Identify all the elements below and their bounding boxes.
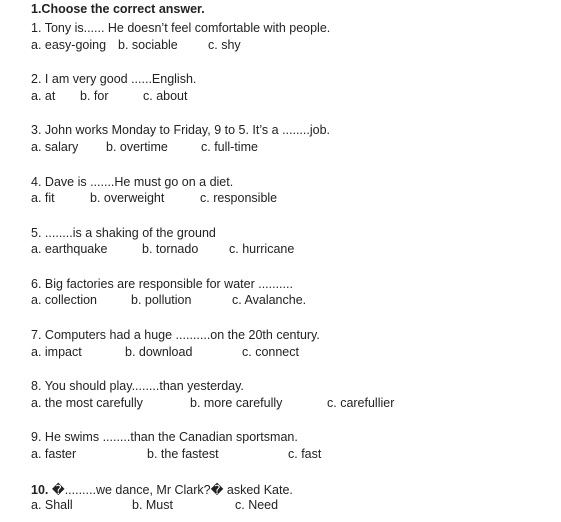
option-c: c. connect [242, 345, 299, 359]
option-a: a. fit [31, 191, 55, 205]
question-number: 2. [31, 72, 42, 86]
option-c: c. Need [235, 498, 279, 512]
question-1 [31, 21, 330, 35]
option-c: c. carefullier [327, 396, 395, 410]
option-b: b. Must [132, 498, 173, 512]
question-text: He swims ........than the Canadian sportsman. [44, 430, 298, 444]
question-8 [31, 379, 244, 393]
question-text: John works Monday to Friday, 9 to 5. It’s a ........job. [44, 123, 331, 137]
option-c: c. hurricane [229, 242, 295, 256]
option-b: b. tornado [142, 242, 199, 256]
option-b: b. overtime [106, 140, 168, 154]
question-4 [31, 175, 233, 189]
option-c: c. about [143, 89, 188, 103]
question-text: Dave is .......He must go on a diet. [44, 175, 234, 189]
option-b: b. sociable [118, 38, 178, 52]
option-c: c. responsible [200, 191, 278, 205]
question-text: ........is a shaking of the ground [44, 226, 216, 240]
question-number: 5. [31, 226, 42, 240]
question-5 [31, 226, 216, 240]
option-a: a. at [31, 89, 56, 103]
question-number: 7. [31, 328, 42, 342]
option-c: c. fast [288, 447, 322, 461]
question-text: Computers had a huge ..........on the 20th century. [44, 328, 320, 342]
option-b: b. download [125, 345, 193, 359]
option-b: b. more carefully [190, 396, 283, 410]
question-text: �.........we dance, Mr Clark?� asked Kate. [51, 483, 293, 497]
option-a: a. earthquake [31, 242, 108, 256]
option-a: a. easy-going [31, 38, 107, 52]
question-number: 3. [31, 123, 42, 137]
option-a: a. collection [31, 293, 98, 307]
question-10 [31, 482, 293, 497]
option-b: b. pollution [131, 293, 192, 307]
question-6 [31, 277, 293, 291]
question-number: 6. [31, 277, 42, 291]
option-b: b. overweight [90, 191, 165, 205]
question-text: Tony is...... He doesn’t feel comfortable with people. [44, 21, 331, 35]
option-a: a. the most carefully [31, 396, 143, 410]
question-7 [31, 328, 320, 342]
question-number: 8. [31, 379, 42, 393]
question-number: 4. [31, 175, 42, 189]
worksheet-title: 1.Choose the correct answer. [31, 2, 205, 16]
question-9 [31, 430, 298, 444]
option-a: a. impact [31, 345, 82, 359]
question-number: 9. [31, 430, 42, 444]
question-3 [31, 123, 330, 137]
option-c: c. full-time [201, 140, 258, 154]
question-2 [31, 72, 196, 86]
option-c: c. Avalanche. [232, 293, 307, 307]
option-b: b. for [80, 89, 109, 103]
option-a: a. salary [31, 140, 79, 154]
option-a: a. faster [31, 447, 77, 461]
question-text: I am very good ......English. [44, 72, 197, 86]
option-b: b. the fastest [147, 447, 219, 461]
question-text: You should play........than yesterday. [44, 379, 244, 393]
question-number: 10. [31, 483, 49, 497]
option-c: c. shy [208, 38, 241, 52]
question-text: Big factories are responsible for water .......... [44, 277, 293, 291]
option-a: a. Shall [31, 498, 73, 512]
question-number: 1. [31, 21, 42, 35]
